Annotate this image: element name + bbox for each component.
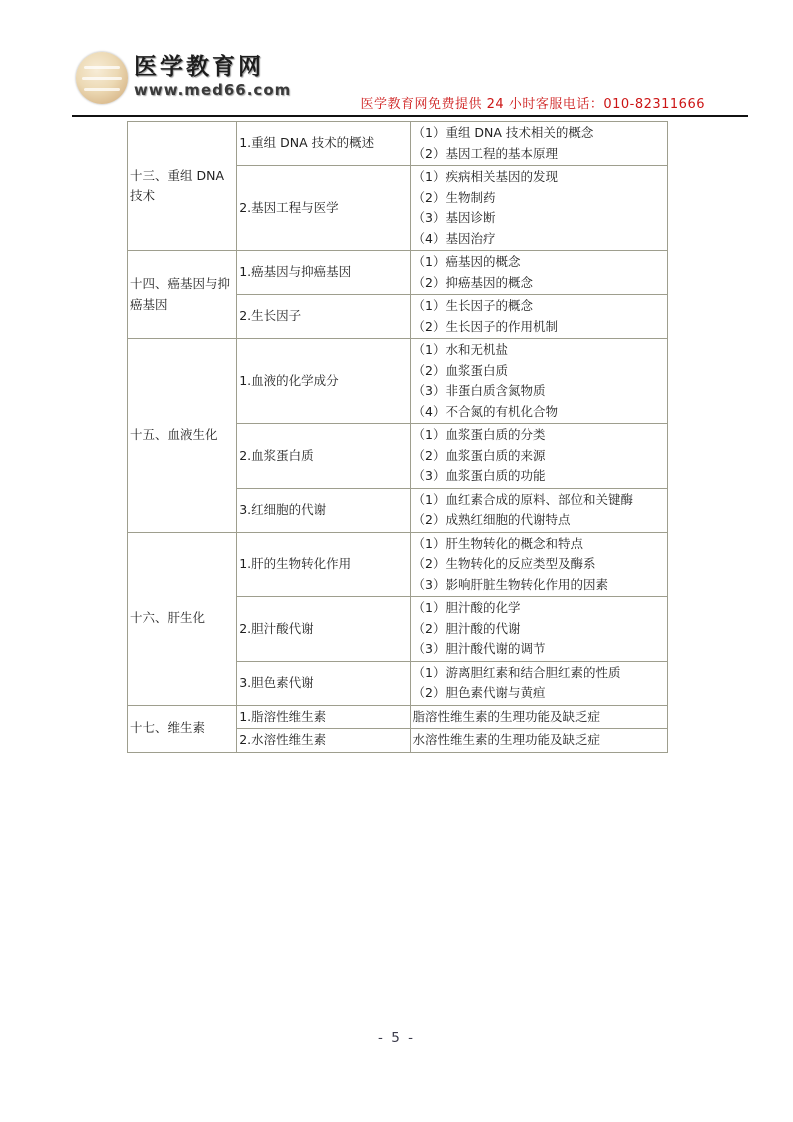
point-line: （2）胆色素代谢与黄疸 — [412, 685, 546, 700]
category-cell: 十四、癌基因与抑癌基因 — [128, 251, 237, 339]
syllabus-table-container — [127, 121, 668, 753]
point-line: （2）血浆蛋白质 — [412, 362, 508, 378]
topic-cell: 2.水溶性维生素 — [237, 729, 410, 753]
topic-cell: 1.血液的化学成分 — [237, 339, 410, 424]
point-line: （3）胆汁酸代谢的调节 — [412, 641, 546, 656]
topic-cell: 3.红细胞的代谢 — [237, 488, 410, 532]
table-row — [128, 339, 668, 424]
point-line: （4）基因治疗 — [412, 230, 496, 246]
point-line: （3）非蛋白质含氮物质 — [412, 383, 546, 398]
point-line: （1）重组 DNA 技术相关的概念 — [412, 125, 594, 140]
point-line: （1）肝生物转化的概念和特点 — [412, 535, 583, 551]
point-line: （2）生物转化的反应类型及酶系 — [412, 556, 596, 571]
point-line: （2）成熟红细胞的代谢特点 — [412, 512, 571, 527]
category-cell: 十七、维生素 — [128, 705, 237, 752]
point-line: （2）基因工程的基本原理 — [412, 145, 558, 161]
points-cell — [410, 122, 668, 166]
point-line: （1）血红素合成的原料、部位和关键酶 — [412, 491, 633, 507]
table-row — [128, 122, 668, 166]
point-line: （3）基因诊断 — [412, 210, 496, 225]
points-cell — [410, 597, 668, 662]
points-cell — [410, 424, 668, 489]
point-line: （2）抑癌基因的概念 — [412, 274, 533, 290]
point-line: （2）胆汁酸的代谢 — [412, 620, 521, 636]
points-cell — [410, 166, 668, 251]
category-cell: 十五、血液生化 — [128, 339, 237, 533]
point-line: 脂溶性维生素的生理功能及缺乏症 — [412, 708, 601, 724]
category-cell: 十六、肝生化 — [128, 532, 237, 705]
table-row — [128, 532, 668, 597]
point-line: （2）生长因子的作用机制 — [412, 318, 558, 334]
point-line: 水溶性维生素的生理功能及缺乏症 — [412, 732, 601, 747]
point-line: （1）胆汁酸的化学 — [412, 600, 521, 615]
topic-cell: 2.基因工程与医学 — [237, 166, 410, 251]
logo-globe-icon — [76, 52, 128, 104]
points-cell — [410, 488, 668, 532]
logo-title: 医学教育网 — [134, 54, 264, 80]
service-hotline-text: 医学教育网免费提供 24 小时客服电话：010-82311666 — [360, 97, 705, 112]
topic-cell: 1.肝的生物转化作用 — [237, 532, 410, 597]
point-line: （2）生物制药 — [412, 189, 496, 205]
point-line: （1）水和无机盐 — [412, 342, 508, 357]
point-line: （2）血浆蛋白质的来源 — [412, 447, 546, 463]
site-logo — [76, 52, 291, 104]
page-number: - 5 - — [378, 1030, 415, 1046]
table-row — [128, 705, 668, 729]
point-line: （3）影响肝脏生物转化作用的因素 — [412, 576, 608, 592]
topic-cell: 1.癌基因与抑癌基因 — [237, 251, 410, 295]
point-line: （4）不合氮的有机化合物 — [412, 403, 558, 419]
points-cell — [410, 339, 668, 424]
point-line: （1）血浆蛋白质的分类 — [412, 427, 546, 442]
syllabus-table — [127, 121, 668, 753]
point-line: （1）癌基因的概念 — [412, 254, 521, 269]
points-cell — [410, 251, 668, 295]
point-line: （1）生长因子的概念 — [412, 298, 533, 313]
point-line: （1）游离胆红素和结合胆红素的性质 — [412, 664, 621, 680]
topic-cell: 1.脂溶性维生素 — [237, 705, 410, 729]
topic-cell: 2.血浆蛋白质 — [237, 424, 410, 489]
category-cell: 十三、重组 DNA 技术 — [128, 122, 237, 251]
points-cell — [410, 295, 668, 339]
topic-cell: 2.生长因子 — [237, 295, 410, 339]
points-cell — [410, 729, 668, 753]
topic-cell: 1.重组 DNA 技术的概述 — [237, 122, 410, 166]
points-cell — [410, 532, 668, 597]
table-row — [128, 251, 668, 295]
logo-text — [134, 52, 291, 99]
topic-cell: 2.胆汁酸代谢 — [237, 597, 410, 662]
header-divider — [72, 115, 748, 117]
points-cell — [410, 661, 668, 705]
point-line: （3）血浆蛋白质的功能 — [412, 468, 546, 483]
logo-url: www.med66.com — [134, 81, 292, 99]
points-cell — [410, 705, 668, 729]
point-line: （1）疾病相关基因的发现 — [412, 169, 558, 184]
topic-cell: 3.胆色素代谢 — [237, 661, 410, 705]
